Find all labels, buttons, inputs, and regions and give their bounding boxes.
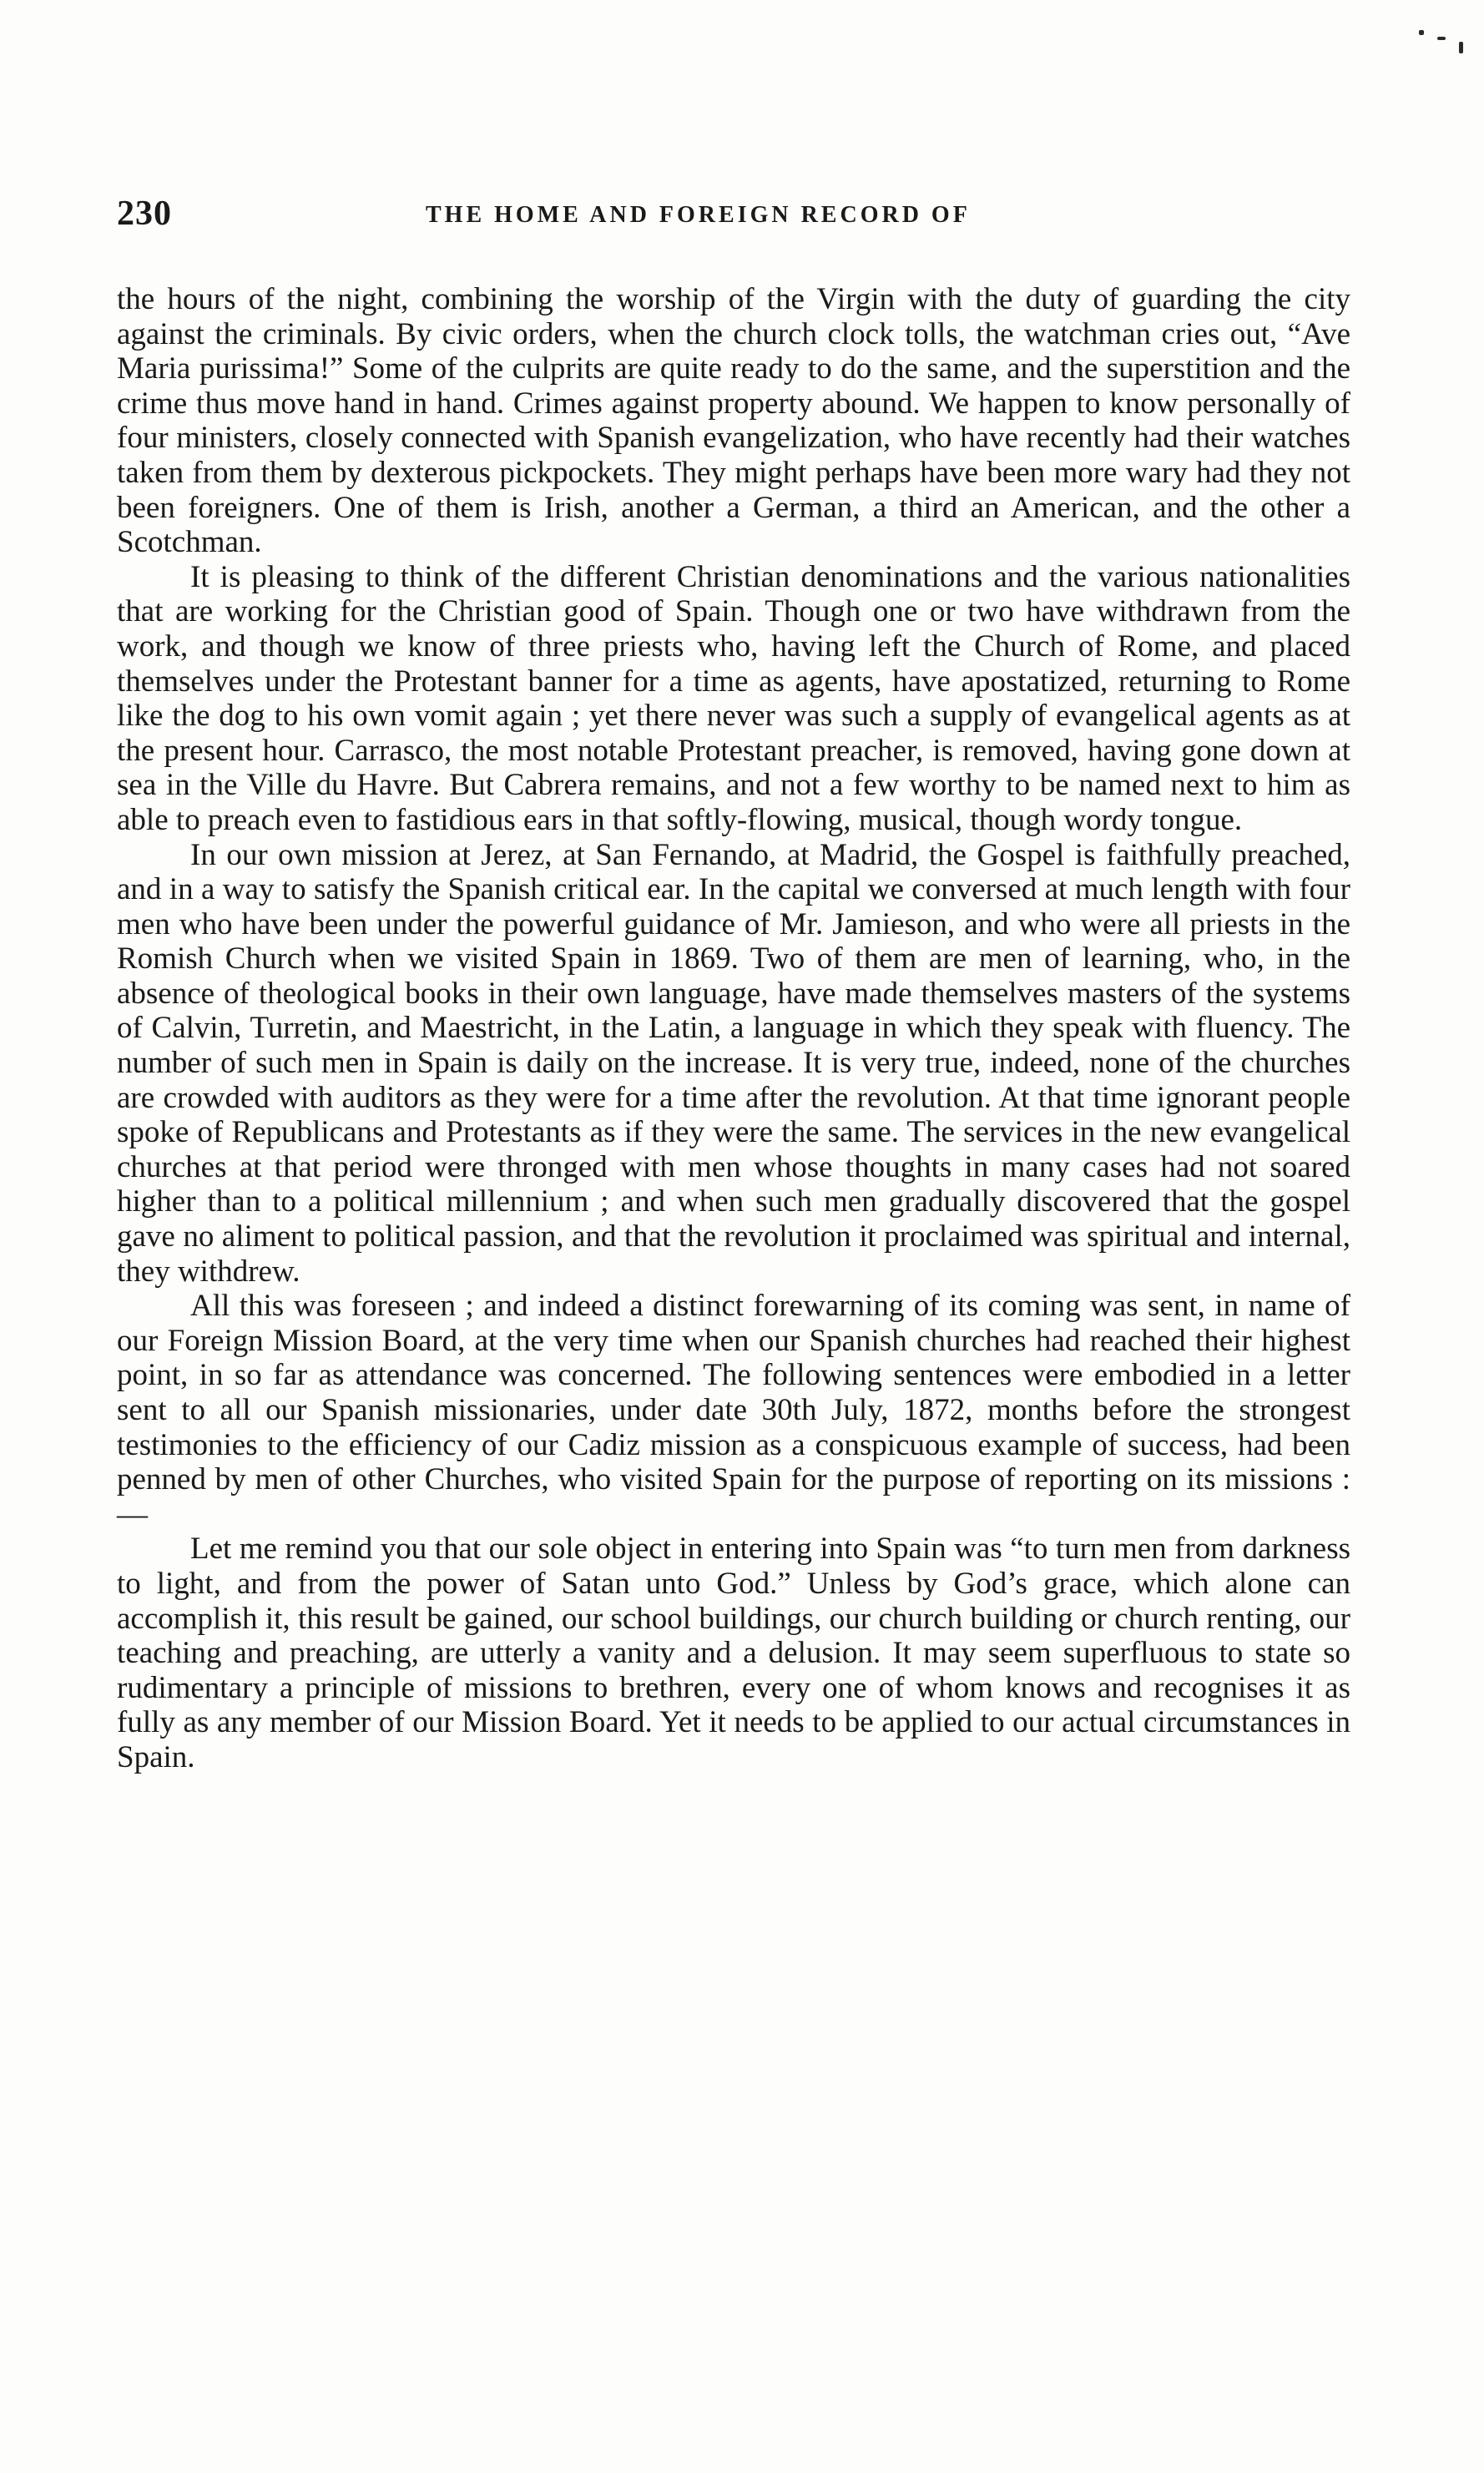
paragraph-own-mission: In our own mission at Jerez, at San Fernando, at Madrid, the Gospel is faithfully preached, and in a way to satisfy the Spanish critical ear. In the capital we conversed at much length with four men who have been under the powerful guidance of Mr. Jamieson, and who were all priests in the Romish Church when we visited Spain in 1869. Two of them are men of learning, who, in the absence of theological books in their own language, have made themselves masters of the systems of Calvin, Turretin, and Maestricht, in the Latin, a language in which they speak with fluency. The number of such men in Spain is daily on the increase. It is very true, indeed, none of the churches are crowded with auditors as they were for a time after the revolution. At that time ignorant people spoke of Republicans and Protestants as if they were the same. The services in the new evangelical churches at that period were thronged with men whose thoughts in many cases had not soared higher than to a political millennium ; and when such men gradually discovered that the gospel gave no aliment to political passion, and that the revolution it proclaimed was spiritual and internal, they withdrew. [117,837,1350,1289]
page-header [117,194,1369,244]
paragraph-continued: the hours of the night, combining the worship of the Virgin with the duty of guarding the city against the criminals. By civic orders, when the church clock tolls, the watchman cries out, “Ave Maria purissima!” Some of the culprits are quite ready to do the same, and the superstition and the crime thus move hand in hand. Crimes against property abound. We happen to know personally of four ministers, closely connected with Spanish evangelization, who have recently had their watches taken from them by dexterous pickpockets. They might perhaps have been more wary had they not been foreigners. One of them is Irish, another a German, a third an American, and the other a Scotchman. [117,282,1350,560]
page-number: 230 [117,194,172,233]
scan-mark [1459,42,1463,53]
body-text [117,282,1350,1775]
paragraph-forewarning: All this was foreseen ; and indeed a distinct forewarning of its coming was sent, in name of our Foreign Mission Board, at the very time when our Spanish churches had reached their highest point, in so far as attendance was concerned. The following sentences were embodied in a letter sent to all our Spanish missionaries, under date 30th July, 1872, months before the strongest testimonies to the efficiency of our Cadiz mission as a conspicuous example of success, had been penned by men of other Churches, who visited Spain for the purpose of reporting on its missions :— [117,1289,1350,1532]
paragraph-denominations: It is pleasing to think of the different Christian denominations and the various nationalities that are working for the Christian good of Spain. Though one or two have withdrawn from the work, and though we know of three priests who, having left the Church of Rome, and placed themselves under the Protestant banner for a time as agents, have apostatized, returning to Rome like the dog to his own vomit again ; yet there never was such a supply of evangelical agents as at the present hour. Carrasco, the most notable Protestant preacher, is removed, having gone down at sea in the Ville du Havre. But Cabrera remains, and not a few worthy to be named next to him as able to preach even to fastidious ears in that softly-flowing, musical, though wordy tongue. [117,559,1350,837]
paragraph-quoted-letter: Let me remind you that our sole object in entering into Spain was “to turn men from darkness to light, and from the power of Satan unto God.” Unless by God’s grace, which alone can accomplish it, this result be gained, our school buildings, our church building or church renting, our teaching and preaching, are utterly a vanity and a delusion. It may seem superfluous to state so rudimentary a principle of missions to brethren, every one of whom knows and recognises it as fully as any member of our Mission Board. Yet it needs to be applied to our actual circumstances in Spain. [117,1532,1350,1774]
scan-mark [1419,30,1424,35]
scan-mark [1437,37,1446,40]
running-title: THE HOME AND FOREIGN RECORD OF [426,202,971,228]
